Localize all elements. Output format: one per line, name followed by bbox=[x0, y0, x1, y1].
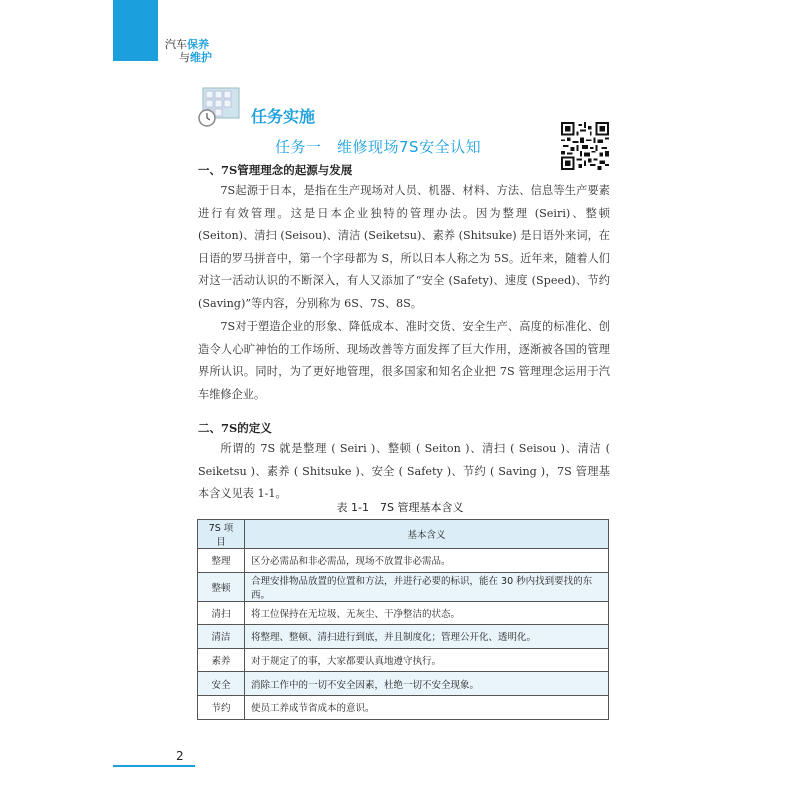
table-cell-item: 清扫 bbox=[198, 601, 245, 625]
section-title: 任务一 维修现场7S安全认知 bbox=[275, 138, 482, 156]
table-cell-meaning: 消除工作中的一切不安全因素，杜绝一切不安全现象。 bbox=[245, 672, 609, 696]
paragraph-text: 7S起源于日本，是指在生产现场对人员、机器、材料、方法、信息等生产要素进行有效管理。这是日本企业独特的管理办法。因为整理 (Seiri)、整顿 (Seiton)、清扫 (Seisou)、清洁 (Seiketsu)、素养 (Shitsuke) 是日语外来词，在日语的罗马拼音中，第一个字母都为 S，所以日本人称之为 5S。近年来，随着人们对这一活动认识的不断深入，有人又添加了“安全 (Safety)、速度 (Speed)、节约 (Saving)”等内容，分别称为 6S、7S、8S。 bbox=[198, 184, 610, 310]
table-row bbox=[198, 648, 609, 672]
table-row bbox=[198, 549, 609, 573]
table-cell-item: 整理 bbox=[198, 549, 245, 573]
chapter-color-tab bbox=[113, 0, 158, 61]
table-header-meaning: 基本含义 bbox=[245, 520, 609, 549]
heading-origin: 一、7S管理理念的起源与发展 bbox=[198, 163, 353, 177]
7s-meaning-table bbox=[197, 519, 609, 720]
book-title-prefix2: 与 bbox=[179, 51, 190, 64]
table-row bbox=[198, 695, 609, 719]
table-row bbox=[198, 625, 609, 649]
table-cell-meaning: 合理安排物品放置的位置和方法，并进行必要的标识，能在 30 秒内找到要找的东西。 bbox=[245, 572, 609, 601]
table-cell-item: 节约 bbox=[198, 695, 245, 719]
book-title-em1: 保养 bbox=[187, 38, 209, 51]
table-row bbox=[198, 572, 609, 601]
book-title-prefix: 汽车 bbox=[165, 38, 187, 51]
table-cell-meaning: 将工位保持在无垃圾、无灰尘、干净整洁的状态。 bbox=[245, 601, 609, 625]
table-cell-meaning: 区分必需品和非必需品，现场不放置非必需品。 bbox=[245, 549, 609, 573]
heading-definition: 二、7S的定义 bbox=[198, 421, 272, 435]
task-implementation-icon bbox=[195, 86, 243, 128]
table-row bbox=[198, 601, 609, 625]
table-cell-item: 安全 bbox=[198, 672, 245, 696]
task-heading: 任务实施 bbox=[251, 107, 316, 126]
table-cell-item: 清洁 bbox=[198, 625, 245, 649]
paragraph-benefits bbox=[198, 316, 610, 406]
table-header-item: 7S 项目 bbox=[198, 520, 245, 549]
qr-code-icon bbox=[561, 122, 609, 170]
table-caption: 表 1-1 7S 管理基本含义 bbox=[336, 501, 464, 514]
table-cell-meaning: 将整理、整顿、清扫进行到底，并且制度化；管理公开化、透明化。 bbox=[245, 625, 609, 649]
table-row bbox=[198, 672, 609, 696]
table-cell-meaning: 对于规定了的事，大家都要认真地遵守执行。 bbox=[245, 648, 609, 672]
book-title bbox=[165, 38, 212, 64]
paragraph-text: 所谓的 7S 就是整理 ( Seiri )、整顿 ( Seiton )、清扫 ( Seisou )、清洁 ( Seiketsu )、素养 ( Shitsuke )、安全 ( Safety )、节约 ( Saving )，7S 管理基本含义见表 1-1。 bbox=[198, 442, 610, 501]
table-header-row bbox=[198, 520, 609, 549]
page-number: 2 bbox=[176, 749, 184, 763]
footer-rule bbox=[113, 765, 195, 767]
paragraph-definition bbox=[198, 438, 610, 506]
table-cell-item: 整顿 bbox=[198, 572, 245, 601]
table-cell-item: 素养 bbox=[198, 648, 245, 672]
book-title-em2: 维护 bbox=[190, 51, 212, 64]
paragraph-text: 7S对于塑造企业的形象、降低成本、准时交货、安全生产、高度的标准化、创造令人心旷神怡的工作场所、现场改善等方面发挥了巨大作用，逐渐被各国的管理界所认识。同时，为了更好地管理，很多国家和知名企业把 7S 管理理念运用于汽车维修企业。 bbox=[198, 320, 610, 401]
paragraph-origin bbox=[198, 180, 610, 316]
table-cell-meaning: 使员工养成节省成本的意识。 bbox=[245, 695, 609, 719]
